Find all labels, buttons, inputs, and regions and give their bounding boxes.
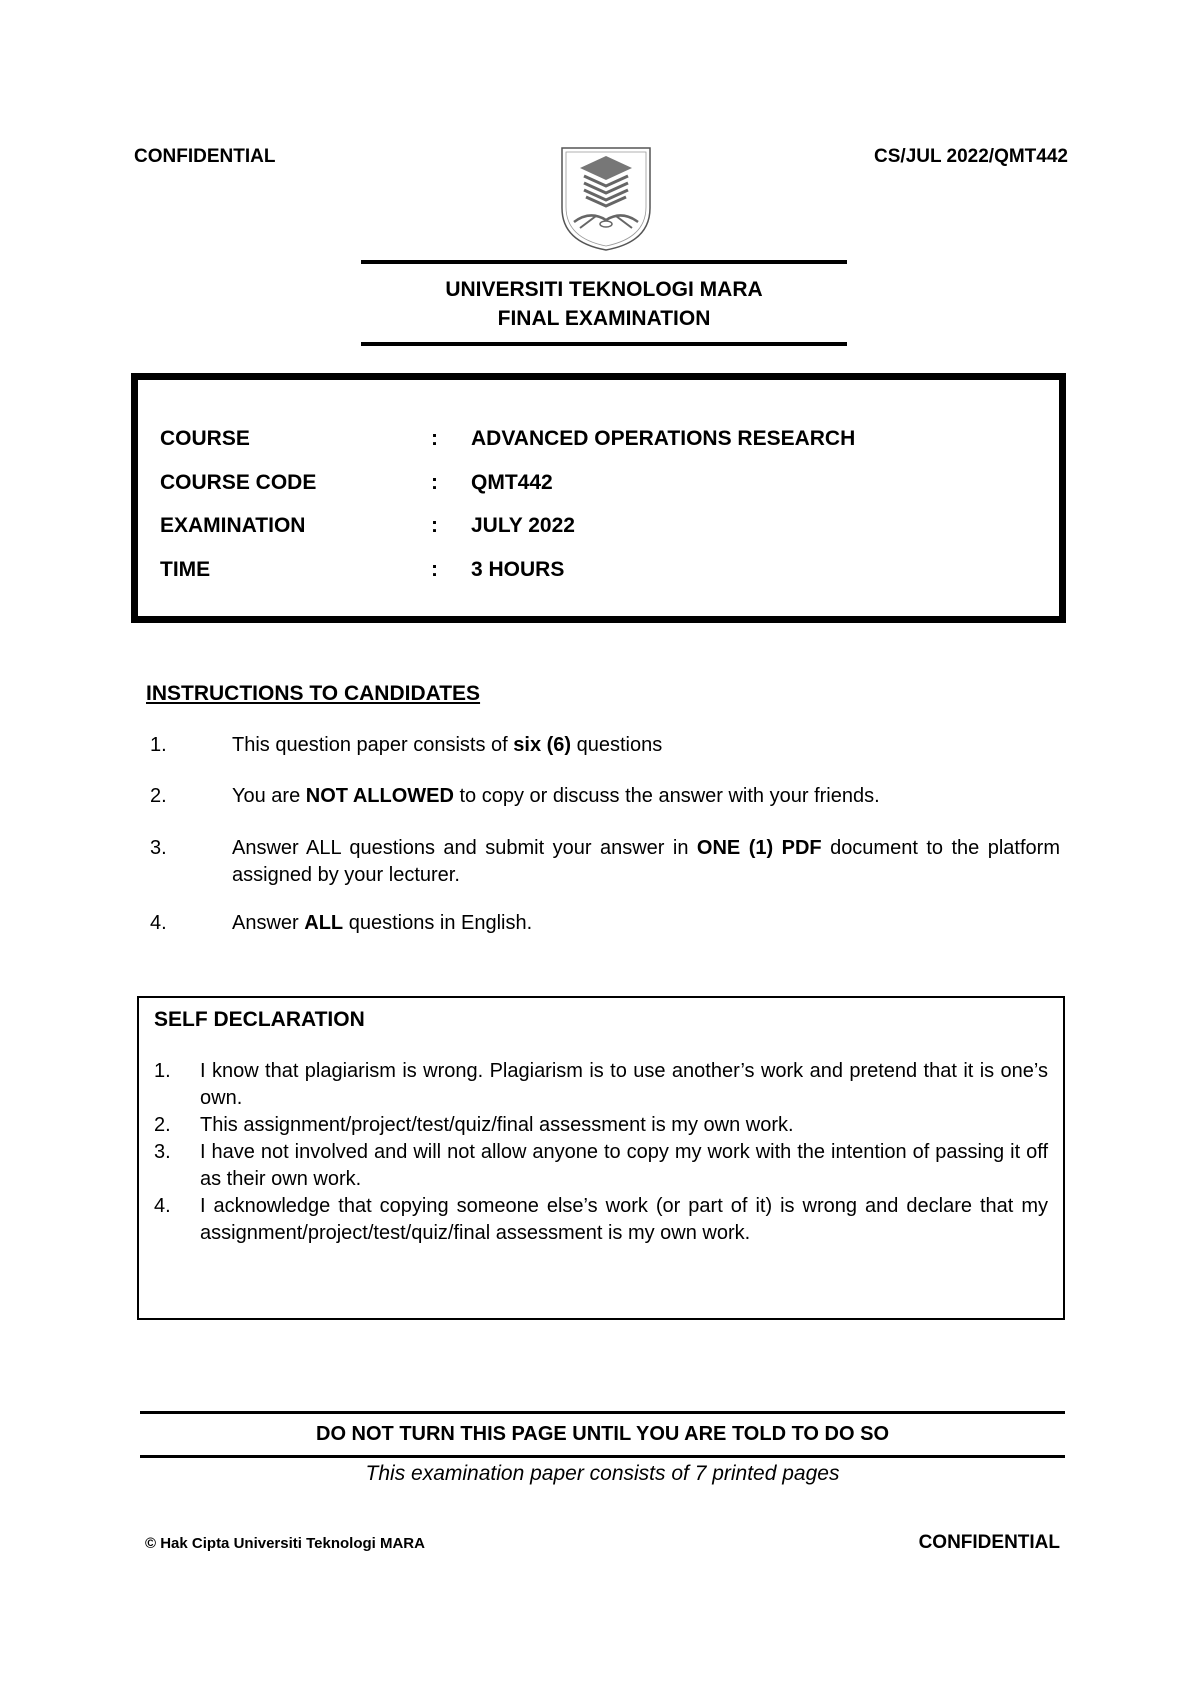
declaration-text: I know that plagiarism is wrong. Plagiarism is to use another’s work and pretend that it is one’s own. bbox=[200, 1060, 1048, 1109]
course-separator: : bbox=[431, 427, 438, 450]
instruction-text: Answer ALL questions and submit your answer in ONE (1) PDF document to the platform assigned by your lecturer. bbox=[232, 837, 1060, 886]
do-not-turn-warning: DO NOT TURN THIS PAGE UNTIL YOU ARE TOLD TO DO SO bbox=[316, 1423, 889, 1445]
instruction-text: You are NOT ALLOWED to copy or discuss the answer with your friends. bbox=[232, 785, 880, 807]
instruction-number: 4. bbox=[150, 912, 167, 934]
declaration-number: 4. bbox=[154, 1195, 171, 1217]
instruction-number: 2. bbox=[150, 785, 167, 807]
self-declaration-heading: SELF DECLARATION bbox=[154, 1008, 365, 1031]
notice-bottom-rule bbox=[140, 1455, 1065, 1458]
instruction-number: 3. bbox=[150, 837, 167, 859]
header-confidential-label: CONFIDENTIAL bbox=[134, 146, 276, 167]
declaration-number: 3. bbox=[154, 1141, 171, 1163]
time-row bbox=[160, 558, 1040, 584]
examination-row bbox=[160, 514, 1040, 540]
course-value: ADVANCED OPERATIONS RESEARCH bbox=[471, 427, 856, 450]
exam-type-title: FINAL EXAMINATION bbox=[497, 307, 711, 330]
instruction-item bbox=[150, 835, 1060, 891]
instruction-text: Answer ALL questions in English. bbox=[232, 912, 533, 934]
instruction-item bbox=[150, 783, 1060, 811]
copyright-notice: © Hak Cipta Universiti Teknologi MARA bbox=[145, 1535, 425, 1552]
instruction-text: This question paper consists of six (6) questions bbox=[232, 734, 663, 756]
page-count-note: This examination paper consists of 7 printed pages bbox=[365, 1462, 840, 1485]
course-label: COURSE bbox=[160, 427, 250, 450]
time-value: 3 HOURS bbox=[471, 558, 565, 581]
title-bottom-rule bbox=[361, 342, 847, 346]
examination-separator: : bbox=[431, 514, 438, 537]
instruction-item bbox=[150, 910, 1060, 938]
title-top-rule bbox=[361, 260, 847, 264]
time-separator: : bbox=[431, 558, 438, 581]
instruction-number: 1. bbox=[150, 734, 167, 756]
course-code-value: QMT442 bbox=[471, 471, 553, 494]
examination-value: JULY 2022 bbox=[471, 514, 575, 537]
university-crest-icon bbox=[560, 146, 652, 252]
course-code-separator: : bbox=[431, 471, 438, 494]
instruction-item bbox=[150, 732, 1060, 760]
course-code-row bbox=[160, 471, 1040, 497]
time-label: TIME bbox=[160, 558, 211, 581]
declaration-text: I acknowledge that copying someone else’s work (or part of it) is wrong and declare that my assignment/project/test/quiz/final assessment is my own work. bbox=[200, 1195, 1048, 1244]
declaration-number: 2. bbox=[154, 1114, 171, 1136]
course-code-label: COURSE CODE bbox=[160, 471, 317, 494]
notice-top-rule bbox=[140, 1411, 1065, 1414]
university-name: UNIVERSITI TEKNOLOGI MARA bbox=[445, 278, 763, 301]
self-declaration-box bbox=[137, 996, 1065, 1320]
course-info-box bbox=[131, 373, 1066, 623]
declaration-number: 1. bbox=[154, 1060, 171, 1082]
header-paper-code: CS/JUL 2022/QMT442 bbox=[874, 146, 1068, 167]
instructions-heading: INSTRUCTIONS TO CANDIDATES bbox=[146, 682, 481, 705]
examination-label: EXAMINATION bbox=[160, 514, 306, 537]
course-row bbox=[160, 427, 1040, 453]
declaration-text: I have not involved and will not allow anyone to copy my work with the intention of passing it off as their own work. bbox=[200, 1141, 1048, 1190]
declaration-text: This assignment/project/test/quiz/final assessment is my own work. bbox=[200, 1114, 794, 1136]
footer-confidential-label: CONFIDENTIAL bbox=[918, 1532, 1060, 1553]
